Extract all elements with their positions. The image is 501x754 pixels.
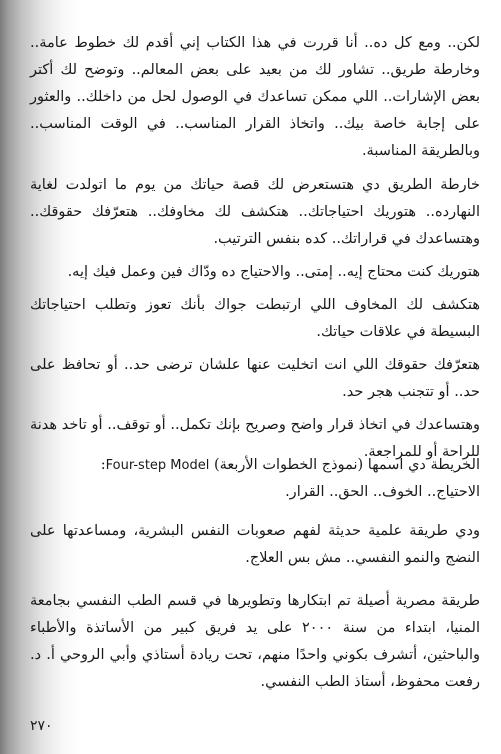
method-paragraph: ودي طريقة علمية حديثة لفهم صعوبات النفس البشرية، ومساعدتها على النضج والنمو النفسي.. مش بس العلاج. (30, 523, 480, 566)
origin-paragraph: طريقة مصرية أصيلة تم ابتكارها وتطويرها في قسم الطب النفسي بجامعة المنيا، ابتداء من سنة ٢٠٠٠ على يد فريق كبير من الأساتذة والأطباء والباحثين، أتشرف بكوني واحدًا منهم، تحت ريادة أستاذي وأبي الروحي أ. د. رفعت محفوظ، أستاذ الطب النفسي. (30, 593, 480, 690)
model-steps-text: الاحتياج.. الخوف.. الحق.. القرار. (285, 484, 480, 500)
decisions-paragraph: وهتساعدك في اتخاذ قرار واضح وصريح بإنك تكمل.. أو توقف.. أو تاخد هدنة للراحة أو للمراجعة. (30, 417, 480, 460)
roadmap-section (30, 172, 480, 472)
rights-paragraph: هتعرّفك حقوقك اللي انت اتخليت عنها علشان ترضى حد.. أو تحافظ على حد.. أو تتجنب هجر حد. (30, 357, 480, 400)
intro-paragraph: لكن.. ومع كل ده.. أنا قررت في هذا الكتاب إني أقدم لك خطوط عامة.. وخارطة طريق.. تشاور لك من بعيد على بعض المعالم.. وتوضح لك أكتر بعض الإشارات.. اللي ممكن تساعدك في الوصول لحل من داخلك.. والعثور على إجابة خاصة بيك.. واتخاذ القرار المناسب.. في الوقت المناسب.. وبالطريقة المناسبة. (30, 35, 480, 159)
model-prefix-text: الخريطة دي اسمها (نموذج الخطوات الأربعة) (209, 457, 480, 473)
model-english-name: Four-step Model (105, 458, 210, 473)
method-section (30, 518, 480, 578)
needs-paragraph: هتوريك كنت محتاج إيه.. إمتى.. والاحتياج ده ودّاك فين وعمل فيك إيه. (67, 264, 480, 280)
fears-paragraph: هتكشف لك المخاوف اللي ارتبطت جواك بأنك تعوز وتطلب احتياجاتك البسيطة في علاقات حياتك. (30, 297, 480, 340)
intro-section (30, 30, 480, 171)
model-paragraph (30, 452, 480, 506)
model-colon: : (100, 457, 106, 473)
page-number: ٢٧٠ (30, 718, 53, 734)
model-section (30, 452, 480, 512)
roadmap-intro-paragraph: خارطة الطريق دي هتستعرض لك قصة حياتك من يوم ما اتولدت لغاية النهارده.. هتوريك احتياجاتك.. هتكشف لك مخاوفك.. هتعرّفك حقوقك.. وهتساعدك في قراراتك.. كده بنفس الترتيب. (30, 177, 480, 247)
origin-section (30, 588, 480, 702)
